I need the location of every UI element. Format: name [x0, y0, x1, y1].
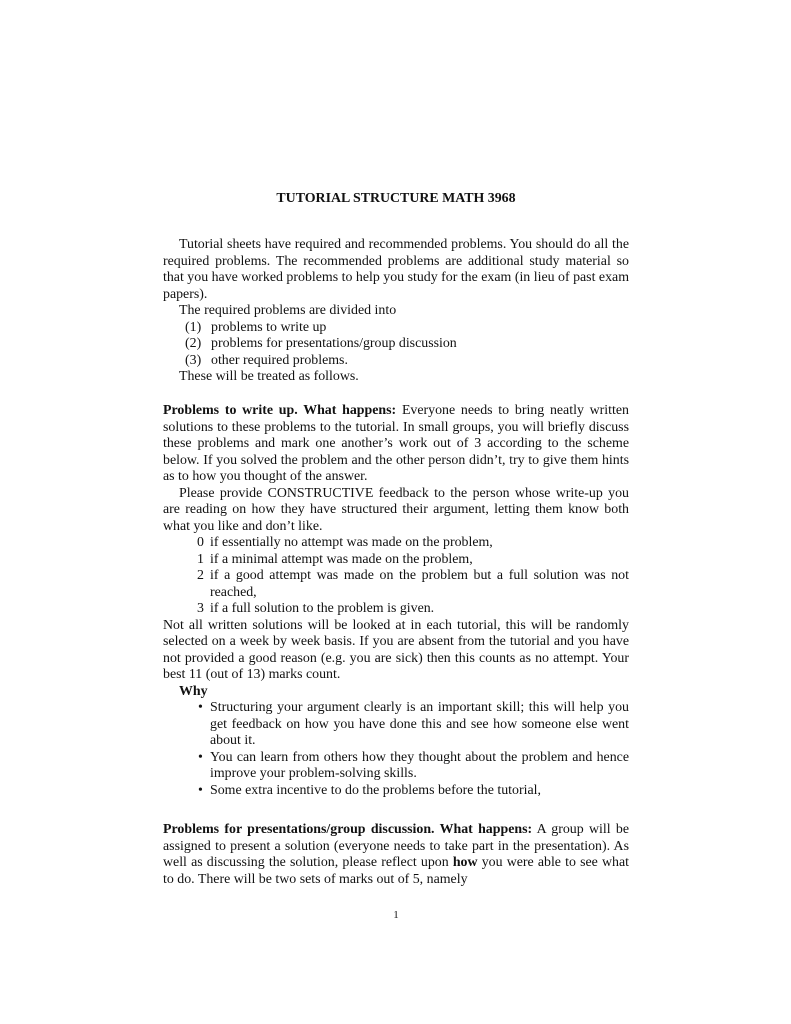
- intro-paragraph: Tutorial sheets have required and recommended problems. You should do all the required problems. The recommended problems are additional study material so that you have worked problems to help you study for the exam (in lieu of past exam papers).: [163, 237, 629, 302]
- writeup-heading: Problems to write up. What happens:: [163, 403, 397, 418]
- intro-section: [163, 237, 629, 386]
- required-problem-list: [163, 320, 629, 370]
- intro-follow-paragraph: These will be treated as follows.: [179, 369, 359, 384]
- selection-paragraph: Not all written solutions will be looked at in each tutorial, this will be randomly selected on a week by week basis. If you are absent from the tutorial and you have not provided a good reason (e.g. you are sick) then this counts as no attempt. Your best 11 (out of 13) marks count.: [163, 617, 629, 682]
- list-item: (3) other required problems.: [185, 352, 348, 368]
- marking-scheme: [163, 535, 629, 618]
- list-item: (1) problems to write up: [185, 319, 327, 335]
- feedback-paragraph: Please provide CONSTRUCTIVE feedback to the person whose write-up you are reading on how they have structured their argument, letting them know both what you like and don’t like.: [163, 485, 629, 534]
- mark-item: 0 if essentially no attempt was made on the problem,: [197, 535, 493, 550]
- presentation-paragraph: Problems for presentations/group discussion. What happens: A group will be assigned to present a solution (everyone needs to take part in the presentation). As well as discussing the solution, please reflect upon how you were able to see what to do. There will be two sets of marks out of 5, namely: [163, 822, 630, 887]
- presentation-section: [163, 822, 629, 888]
- list-item: (2) problems for presentations/group discussion: [185, 336, 457, 351]
- bullet-item: • Structuring your argument clearly is an important skill; this will help you get feedback on how you have done this and see how someone else went about it.: [198, 700, 629, 748]
- writeup-section: [163, 403, 629, 799]
- why-list: [163, 700, 629, 799]
- mark-item: 1 if a minimal attempt was made on the problem,: [197, 551, 473, 567]
- why-heading: Why: [179, 683, 208, 699]
- bullet-item: • You can learn from others how they thought about the problem and hence improve your problem-solving skills.: [198, 749, 629, 781]
- mark-item: 2 if a good attempt was made on the problem but a full solution was not reached,: [197, 568, 629, 600]
- bullet-item: • Some extra incentive to do the problems before the tutorial,: [198, 782, 541, 798]
- presentation-heading: Problems for presentations/group discussion. What happens:: [163, 822, 533, 837]
- page-title: TUTORIAL STRUCTURE MATH 3968: [276, 191, 516, 206]
- page-number: 1: [393, 909, 399, 921]
- intro-divided-paragraph: The required problems are divided into: [179, 303, 397, 318]
- mark-item: 3 if a full solution to the problem is given.: [197, 601, 435, 616]
- writeup-paragraph: Problems to write up. What happens: Everyone needs to bring neatly written solutions to these problems to the tutorial. In small groups, you will briefly discuss these problems and mark one another’s work out of 3 according to the scheme below. If you solved the problem and the other person didn’t, try to give them hints as to how you thought of the answer.: [163, 403, 629, 484]
